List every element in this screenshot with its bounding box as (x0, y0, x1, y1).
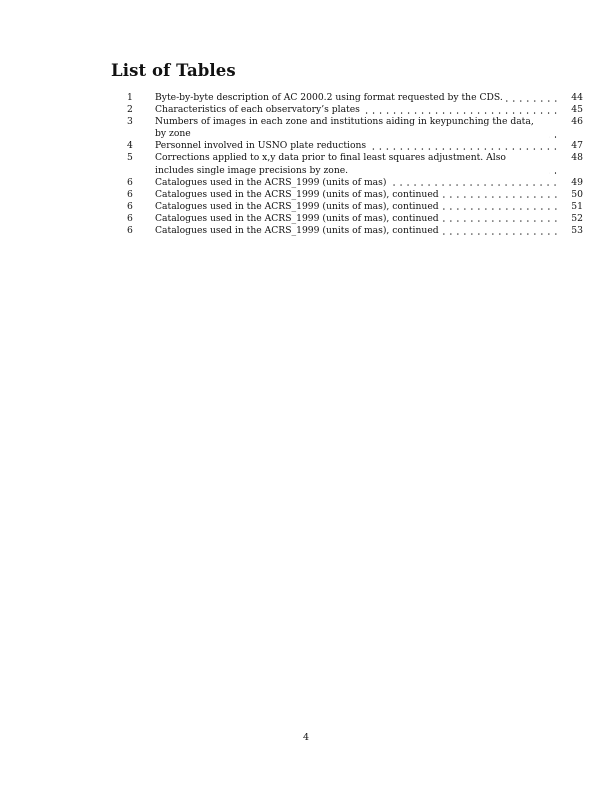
table-number: 6 (127, 200, 133, 212)
table-caption: Byte-by-byte description of AC 2000.2 using format requested by the CDS. (155, 92, 503, 103)
entry-body (155, 213, 559, 225)
dot-leader (369, 140, 559, 152)
table-caption: Catalogues used in the ACRS_1999 (units of mas), continued (155, 225, 439, 237)
table-caption: Corrections applied to x,y data prior to final least squares adjustment. Also includes single image precisions by zone. (155, 152, 506, 176)
page-reference: 49 (571, 176, 583, 188)
entry-body (155, 201, 559, 213)
table-caption: Catalogues used in the ACRS_1999 (units of mas), continued (155, 188, 439, 200)
entry-body (155, 92, 559, 104)
toc-entry[interactable] (111, 213, 583, 225)
page-number: 4 (302, 732, 310, 743)
table-number: 6 (127, 212, 133, 224)
toc-entry[interactable] (111, 225, 583, 237)
toc-entry[interactable] (111, 201, 583, 213)
entry-body (155, 116, 559, 140)
dot-leader (549, 165, 559, 177)
dot-leader (506, 92, 559, 104)
entry-body (155, 104, 559, 116)
page-reference: 52 (571, 212, 583, 224)
toc-entry[interactable] (111, 116, 583, 140)
page-reference: 46 (571, 116, 583, 128)
table-caption: Catalogues used in the ACRS_1999 (units of mas), continued (155, 200, 439, 212)
entry-body (155, 177, 559, 189)
dot-leader (442, 225, 559, 237)
page-reference: 44 (571, 92, 583, 103)
page-reference: 47 (571, 140, 583, 152)
entry-body (155, 225, 559, 237)
page-reference: 48 (571, 152, 583, 164)
dot-leader (442, 189, 559, 201)
table-caption: Numbers of images in each zone and institutions aiding in keypunching the data, by zone (155, 116, 534, 140)
toc-entry[interactable] (111, 152, 583, 176)
page-reference: 45 (571, 104, 583, 116)
page-reference: 53 (571, 225, 583, 237)
entry-body (155, 152, 559, 176)
table-number: 3 (127, 116, 133, 128)
table-caption: Personnel involved in USNO plate reductions (155, 140, 367, 152)
toc-entry[interactable] (111, 92, 583, 104)
toc-entry[interactable] (111, 177, 583, 189)
dot-leader (442, 213, 559, 225)
table-number: 2 (127, 104, 133, 116)
page-title: List of Tables (111, 61, 236, 80)
page-reference: 50 (571, 188, 583, 200)
table-number: 6 (127, 176, 133, 188)
table-number: 1 (127, 92, 133, 103)
toc-entry[interactable] (111, 189, 583, 201)
dot-leader (363, 104, 559, 116)
table-caption: Catalogues used in the ACRS_1999 (units of mas) (155, 176, 387, 188)
toc-entry[interactable] (111, 104, 583, 116)
table-number: 6 (127, 225, 133, 237)
table-number: 5 (127, 152, 133, 164)
dot-leader (549, 128, 559, 140)
list-of-tables (111, 92, 583, 237)
page-reference: 51 (571, 200, 583, 212)
table-number: 4 (127, 140, 133, 152)
table-number: 6 (127, 188, 133, 200)
entry-body (155, 140, 559, 152)
table-caption: Characteristics of each observatory’s plates (155, 104, 360, 116)
dot-leader (389, 177, 559, 189)
toc-entry[interactable] (111, 140, 583, 152)
dot-leader (442, 201, 559, 213)
table-caption: Catalogues used in the ACRS_1999 (units of mas), continued (155, 212, 439, 224)
entry-body (155, 189, 559, 201)
